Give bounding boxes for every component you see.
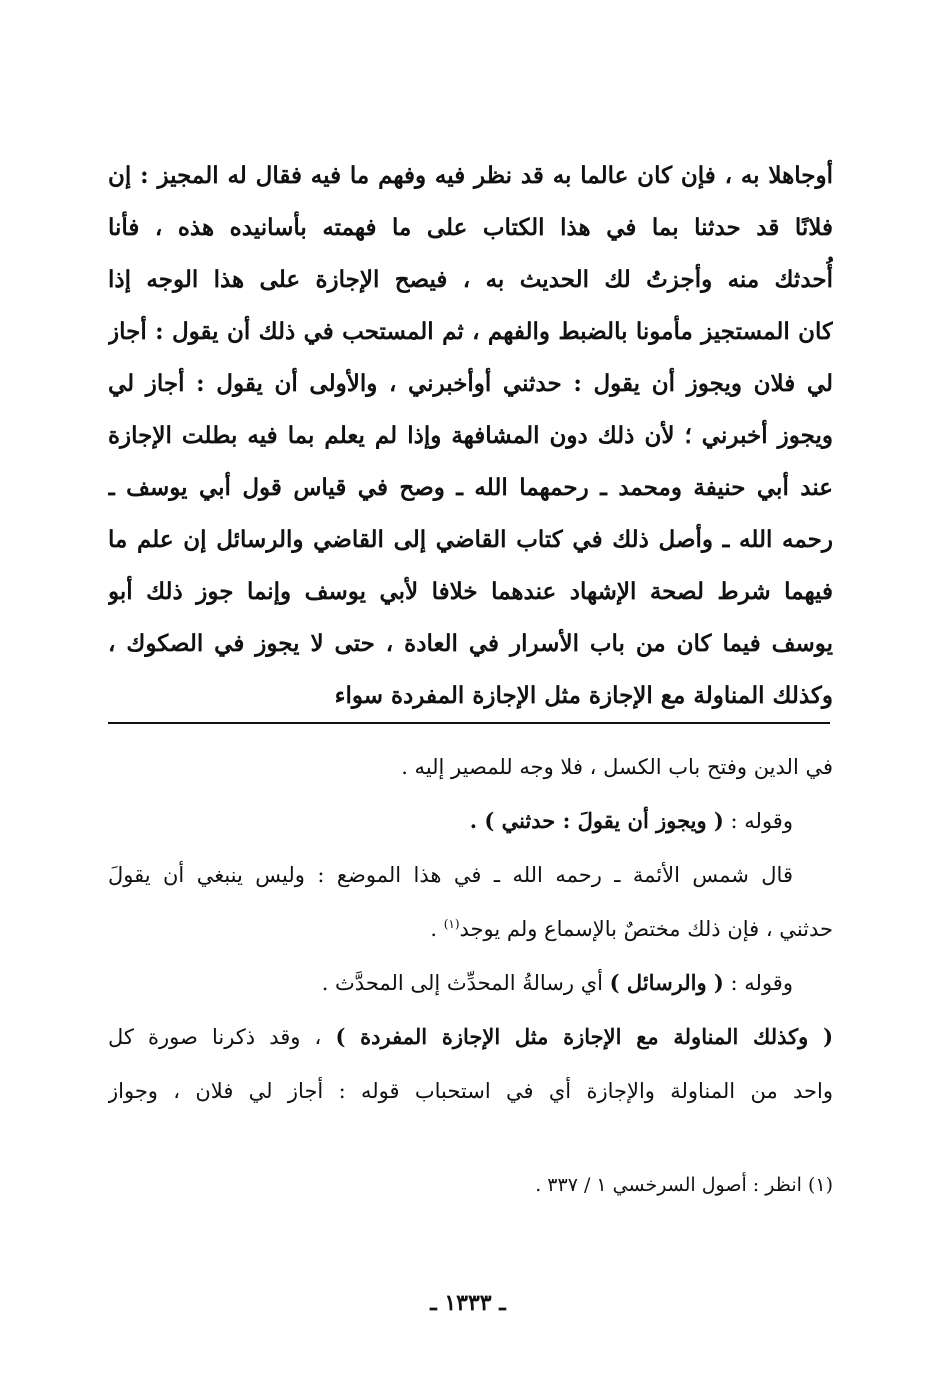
main-text-block	[108, 150, 833, 722]
quote-lead: وقوله :	[723, 971, 793, 995]
main-text-line: أوجاهلا به ، فإن كان عالما به قد نظر فيه وفهم ما فيه فقال له المجيز : إن	[108, 162, 833, 189]
main-text-line: فلانًا قد حدثنا بما في هذا الكتاب على ما فهمته بأسانيده هذه ، فأنا	[108, 214, 833, 241]
main-text-line: يوسف فيما كان من باب الأسرار في العادة ، حتى لا يجوز في الصكوك ،	[108, 630, 833, 657]
commentary-line	[108, 1010, 833, 1064]
footnote-marker: (١)	[807, 1174, 833, 1196]
commentary-line: قال شمس الأئمة ـ رحمه الله ـ في هذا الموضع : وليس ينبغي أن يقولَ	[108, 863, 793, 887]
quoted-phrase: ( ويجوز أن يقولَ : حدثني ) .	[469, 808, 724, 833]
quoted-phrase: ( والرسائل )	[609, 970, 724, 995]
commentary-line: في الدين وفتح باب الكسل ، فلا وجه للمصير إليه .	[401, 755, 833, 779]
commentary-block	[108, 740, 833, 1118]
commentary-text: أي رسالةُ المحدِّث إلى المحدَّث .	[321, 971, 610, 995]
main-text-line: عند أبي حنيفة ومحمد ـ رحمهما الله ـ وصح في قياس قول أبي يوسف ـ	[108, 474, 833, 501]
footnote-text: انظر : أصول السرخسي ١ / ٣٣٧ .	[535, 1174, 802, 1196]
footnote	[108, 1165, 833, 1205]
commentary-line	[108, 794, 833, 848]
page-number: ـ ١٣٣٣ ـ	[430, 1290, 506, 1316]
main-text-line: رحمه الله ـ وأصل ذلك في كتاب القاضي إلى القاضي والرسائل إن علم ما	[108, 526, 833, 553]
quote-lead: وقوله :	[723, 809, 793, 833]
main-text-line: لي فلان ويجوز أن يقول : حدثني أوأخبرني ، والأولى أن يقول : أجاز لي	[108, 370, 833, 397]
commentary-text: حدثني ، فإن ذلك مختصٌ بالإسماع ولم يوجد	[459, 917, 833, 941]
main-text-line: كان المستجيز مأمونا بالضبط والفهم ، ثم المستحب في ذلك أن يقول : أجاز	[108, 318, 833, 345]
main-text-line: فيهما شرط لصحة الإشهاد عندهما خلافا لأبي يوسف وإنما جوز ذلك أبو	[108, 578, 833, 605]
section-divider	[108, 722, 830, 724]
commentary-line	[108, 956, 833, 1010]
footnote-reference[interactable]: (١)	[443, 917, 460, 931]
commentary-line: واحد من المناولة والإجازة أي في استحباب قوله : أجاز لي فلان ، وجواز	[108, 1079, 833, 1103]
commentary-line	[108, 902, 833, 956]
main-text-line: وكذلك المناولة مع الإجازة مثل الإجازة المفردة سواء	[334, 682, 833, 709]
main-text-line: أُحدثك منه وأجزتُ لك الحديث به ، فيصح الإجازة على هذا الوجه إذا	[108, 266, 833, 293]
quoted-phrase: ( وكذلك المناولة مع الإجازة مثل الإجازة المفردة )	[335, 1024, 833, 1049]
commentary-text: ، وقد ذكرنا صورة كل	[108, 1025, 336, 1049]
commentary-text: .	[430, 917, 444, 941]
main-text-line: ويجوز أخبرني ؛ لأن ذلك دون المشافهة وإذا لم يعلم بما فيه بطلت الإجازة	[108, 422, 833, 449]
